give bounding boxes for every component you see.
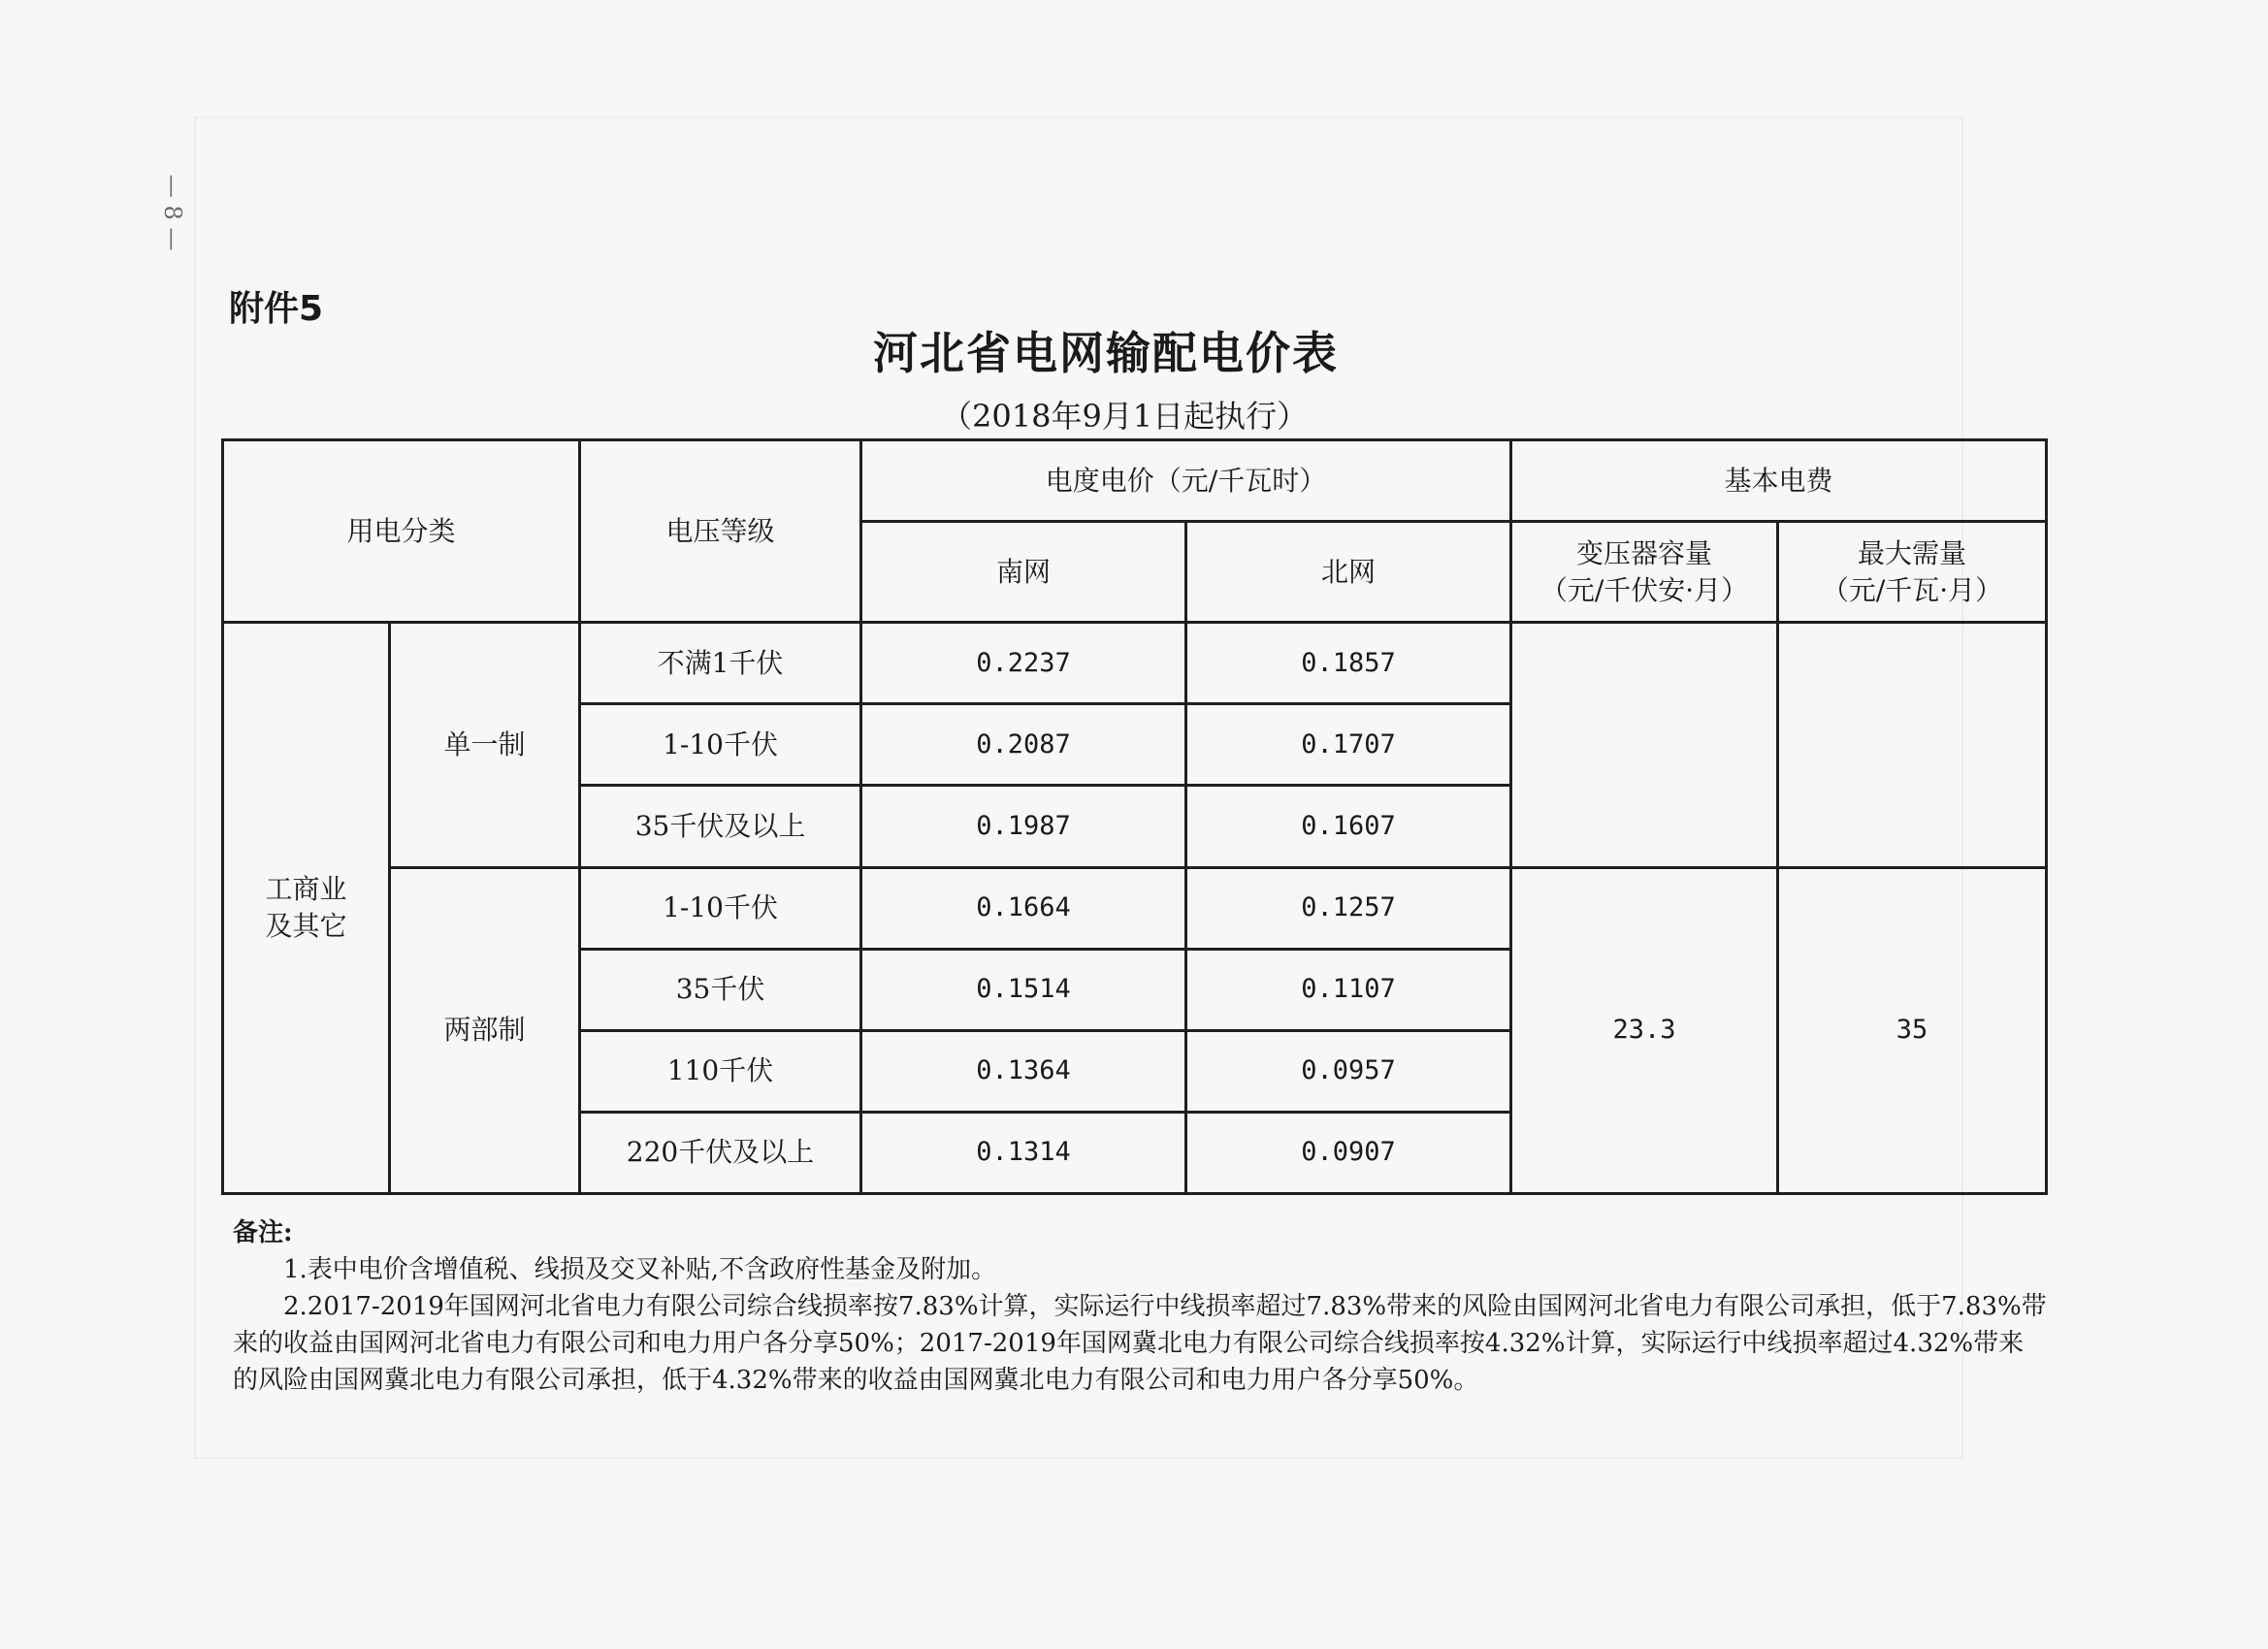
voltage-cell: 不满1千伏 (580, 623, 861, 704)
header-category: 用电分类 (223, 440, 580, 623)
north-price-cell: 0.1857 (1186, 623, 1511, 704)
tariff-table (221, 438, 2048, 1195)
north-price-cell: 0.0907 (1186, 1112, 1511, 1193)
north-price-cell: 0.1107 (1186, 949, 1511, 1030)
header-basic-fee: 基本电费 (1511, 440, 2047, 522)
south-price-cell: 0.2237 (861, 623, 1186, 704)
header-north-grid: 北网 (1186, 522, 1511, 623)
north-price-cell: 0.1707 (1186, 704, 1511, 786)
header-transformer-capacity (1511, 522, 1778, 623)
south-price-cell: 0.2087 (861, 704, 1186, 786)
single-system-label: 单一制 (390, 623, 580, 867)
south-price-cell: 0.1314 (861, 1112, 1186, 1193)
two-part-system-label: 两部制 (390, 867, 580, 1194)
voltage-cell: 35千伏及以上 (580, 786, 861, 867)
header-max-demand (1778, 522, 2047, 623)
north-price-cell: 0.0957 (1186, 1030, 1511, 1112)
transformer-unit: （元/千伏安·月） (1539, 573, 1749, 606)
north-price-cell: 0.1607 (1186, 786, 1511, 867)
south-price-cell: 0.1364 (861, 1030, 1186, 1112)
note-item: 1.表中电价含增值税、线损及交叉补贴,不含政府性基金及附加。 (283, 1255, 997, 1284)
note-item: 2.2017-2019年国网河北省电力有限公司综合线损率按7.83%计算，实际运行中线损率超过7.83%带来的风险由国网河北省电力有限公司承担，低于7.83%带来的收益由国网河北省电力有限公司和电力用户各分享50%；2017-2019年国网冀北电力有限公司综合线损率按4.32%计算，实际运行中线损率超过4.32%带来的风险由国网冀北电力有限公司承担，低于4.32%带来的收益由国网冀北电力有限公司和电力用户各分享50%。 (233, 1292, 2047, 1395)
header-voltage: 电压等级 (580, 440, 861, 623)
south-price-cell: 0.1664 (861, 867, 1186, 949)
voltage-cell: 220千伏及以上 (580, 1112, 861, 1193)
transformer-capacity-value: 23.3 (1511, 867, 1778, 1194)
transformer-label: 变压器容量 (1576, 536, 1713, 569)
header-energy-price: 电度电价（元/千瓦时） (861, 440, 1511, 522)
voltage-cell: 35千伏 (580, 949, 861, 1030)
category-line2: 及其它 (265, 910, 347, 943)
attachment-label: 附件5 (229, 289, 324, 329)
category-cell (223, 623, 390, 1194)
document-title: 河北省电网输配电价表 (873, 327, 1339, 379)
notes-heading: 备注: (233, 1218, 293, 1247)
voltage-cell: 110千伏 (580, 1030, 861, 1112)
south-price-cell: 0.1987 (861, 786, 1186, 867)
page-number: — 8 — (159, 175, 186, 251)
max-demand-unit: （元/千瓦·月） (1821, 573, 2003, 606)
south-price-cell: 0.1514 (861, 949, 1186, 1030)
document-subtitle: （2018年9月1日起执行） (941, 398, 1309, 435)
voltage-cell: 1-10千伏 (580, 867, 861, 949)
notes-section (233, 1214, 2047, 1399)
max-demand-empty-cell (1778, 623, 2047, 867)
voltage-cell: 1-10千伏 (580, 704, 861, 786)
category-line1: 工商业 (265, 873, 347, 906)
transformer-empty-cell (1511, 623, 1778, 867)
north-price-cell: 0.1257 (1186, 867, 1511, 949)
header-south-grid: 南网 (861, 522, 1186, 623)
max-demand-label: 最大需量 (1858, 536, 1967, 569)
max-demand-value: 35 (1778, 867, 2047, 1194)
